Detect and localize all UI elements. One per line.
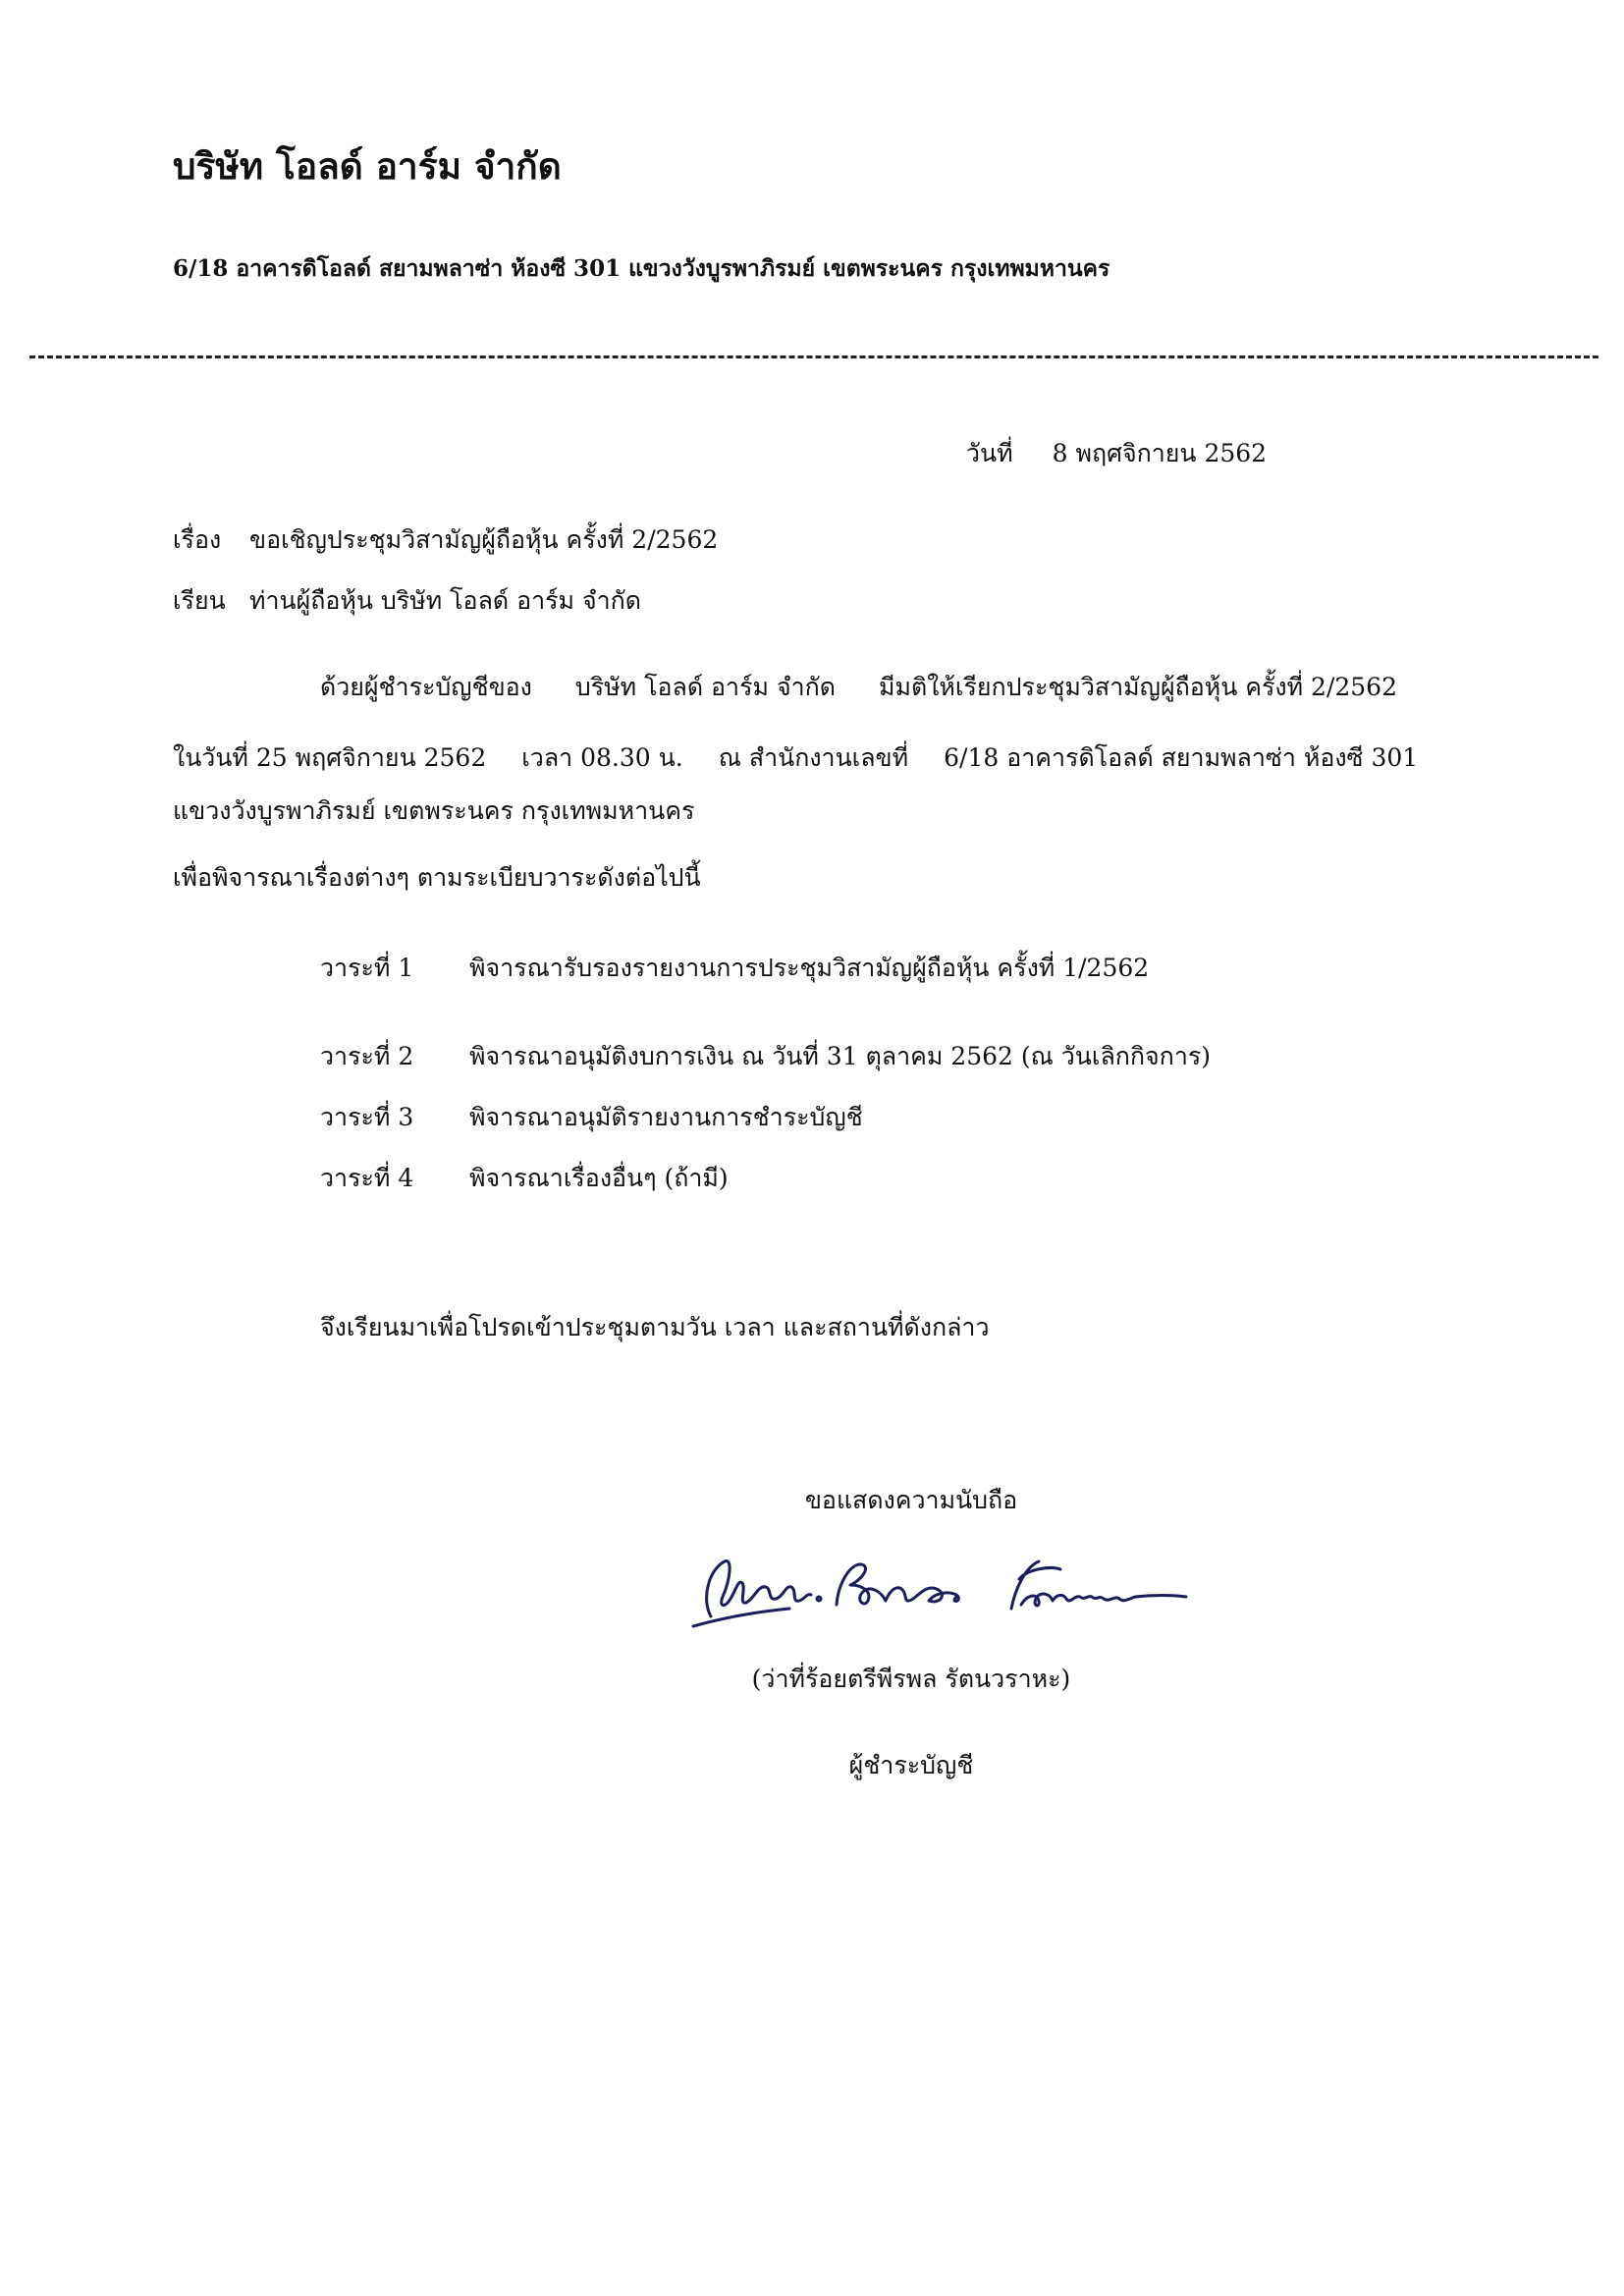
recipient-label: เรียน <box>173 586 226 615</box>
signature-image <box>681 1540 1192 1648</box>
meeting-place-address: 6/18 อาคารดิโอลด์ สยามพลาซ่า ห้องซี 301 <box>944 743 1419 772</box>
intro-part-3: มีมติให้เรียกประชุมวิสามัญผู้ถือหุ้น ครั้งที่ 2/2562 <box>879 673 1397 701</box>
agenda-number: วาระที่ 3 <box>320 1103 414 1131</box>
conclusion-line: จึงเรียนมาเพื่อโปรดเข้าประชุมตามวัน เวลา และสถานที่ดังกล่าว <box>320 1313 990 1341</box>
agenda-text: พิจารณารับรองรายงานการประชุมวิสามัญผู้ถือหุ้น ครั้งที่ 1/2562 <box>469 954 1150 982</box>
closing-salutation: ขอแสดงความนับถือ <box>804 1486 1018 1514</box>
agenda-number: วาระที่ 2 <box>320 1042 414 1070</box>
letter-date <box>966 434 1267 473</box>
agenda-text: พิจารณาเรื่องอื่นๆ (ถ้ามี) <box>469 1164 729 1192</box>
subject-label: เรื่อง <box>173 525 222 554</box>
date-value: 8 พฤศจิกายน 2562 <box>1052 439 1268 467</box>
company-name: บริษัท โอลด์ อาร์ม จำกัด <box>173 144 562 188</box>
body-paragraph-line-4: เพื่อพิจารณาเรื่องต่างๆ ตามระเบียบวาระดังต่อไปนี้ <box>173 863 701 892</box>
subject-line <box>173 520 718 560</box>
intro-part-1: ด้วยผู้ชำระบัญชีของ <box>320 673 532 701</box>
signer-name: (ว่าที่ร้อยตรีพีรพล รัตนวราหะ) <box>751 1665 1071 1693</box>
agenda-text: พิจารณาอนุมัติงบการเงิน ณ วันที่ 31 ตุลาคม 2562 (ณ วันเลิกกิจการ) <box>469 1042 1212 1070</box>
agenda-number: วาระที่ 1 <box>320 954 414 982</box>
signer-title: ผู้ชำระบัญชี <box>848 1751 974 1779</box>
agenda-item <box>320 949 1149 988</box>
body-paragraph-line-2 <box>173 738 1418 778</box>
body-paragraph-line-3: แขวงวังบูรพาภิรมย์ เขตพระนคร กรุงเทพมหานคร <box>173 796 695 825</box>
recipient-line <box>173 581 641 621</box>
agenda-text: พิจารณาอนุมัติรายงานการชำระบัญชี <box>469 1103 863 1131</box>
date-label: วันที่ <box>966 439 1013 467</box>
intro-part-2: บริษัท โอลด์ อาร์ม จำกัด <box>574 673 837 701</box>
meeting-place-label: ณ สำนักงานเลขที่ <box>718 743 909 772</box>
agenda-item <box>320 1037 1211 1076</box>
header-divider <box>29 355 1598 358</box>
recipient-text: ท่านผู้ถือหุ้น บริษัท โอลด์ อาร์ม จำกัด <box>249 586 642 615</box>
company-address: 6/18 อาคารดิโอลด์ สยามพลาซ่า ห้องซี 301 แขวงวังบูรพาภิรมย์ เขตพระนคร กรุงเทพมหานคร <box>173 255 1110 282</box>
meeting-time: เวลา 08.30 น. <box>521 743 683 772</box>
agenda-number: วาระที่ 4 <box>320 1164 414 1192</box>
subject-text: ขอเชิญประชุมวิสามัญผู้ถือหุ้น ครั้งที่ 2/2562 <box>249 525 719 554</box>
body-paragraph-line-1 <box>320 668 1397 707</box>
agenda-item <box>320 1098 863 1137</box>
agenda-item <box>320 1159 729 1198</box>
meeting-date: ในวันที่ 25 พฤศจิกายน 2562 <box>173 743 487 772</box>
